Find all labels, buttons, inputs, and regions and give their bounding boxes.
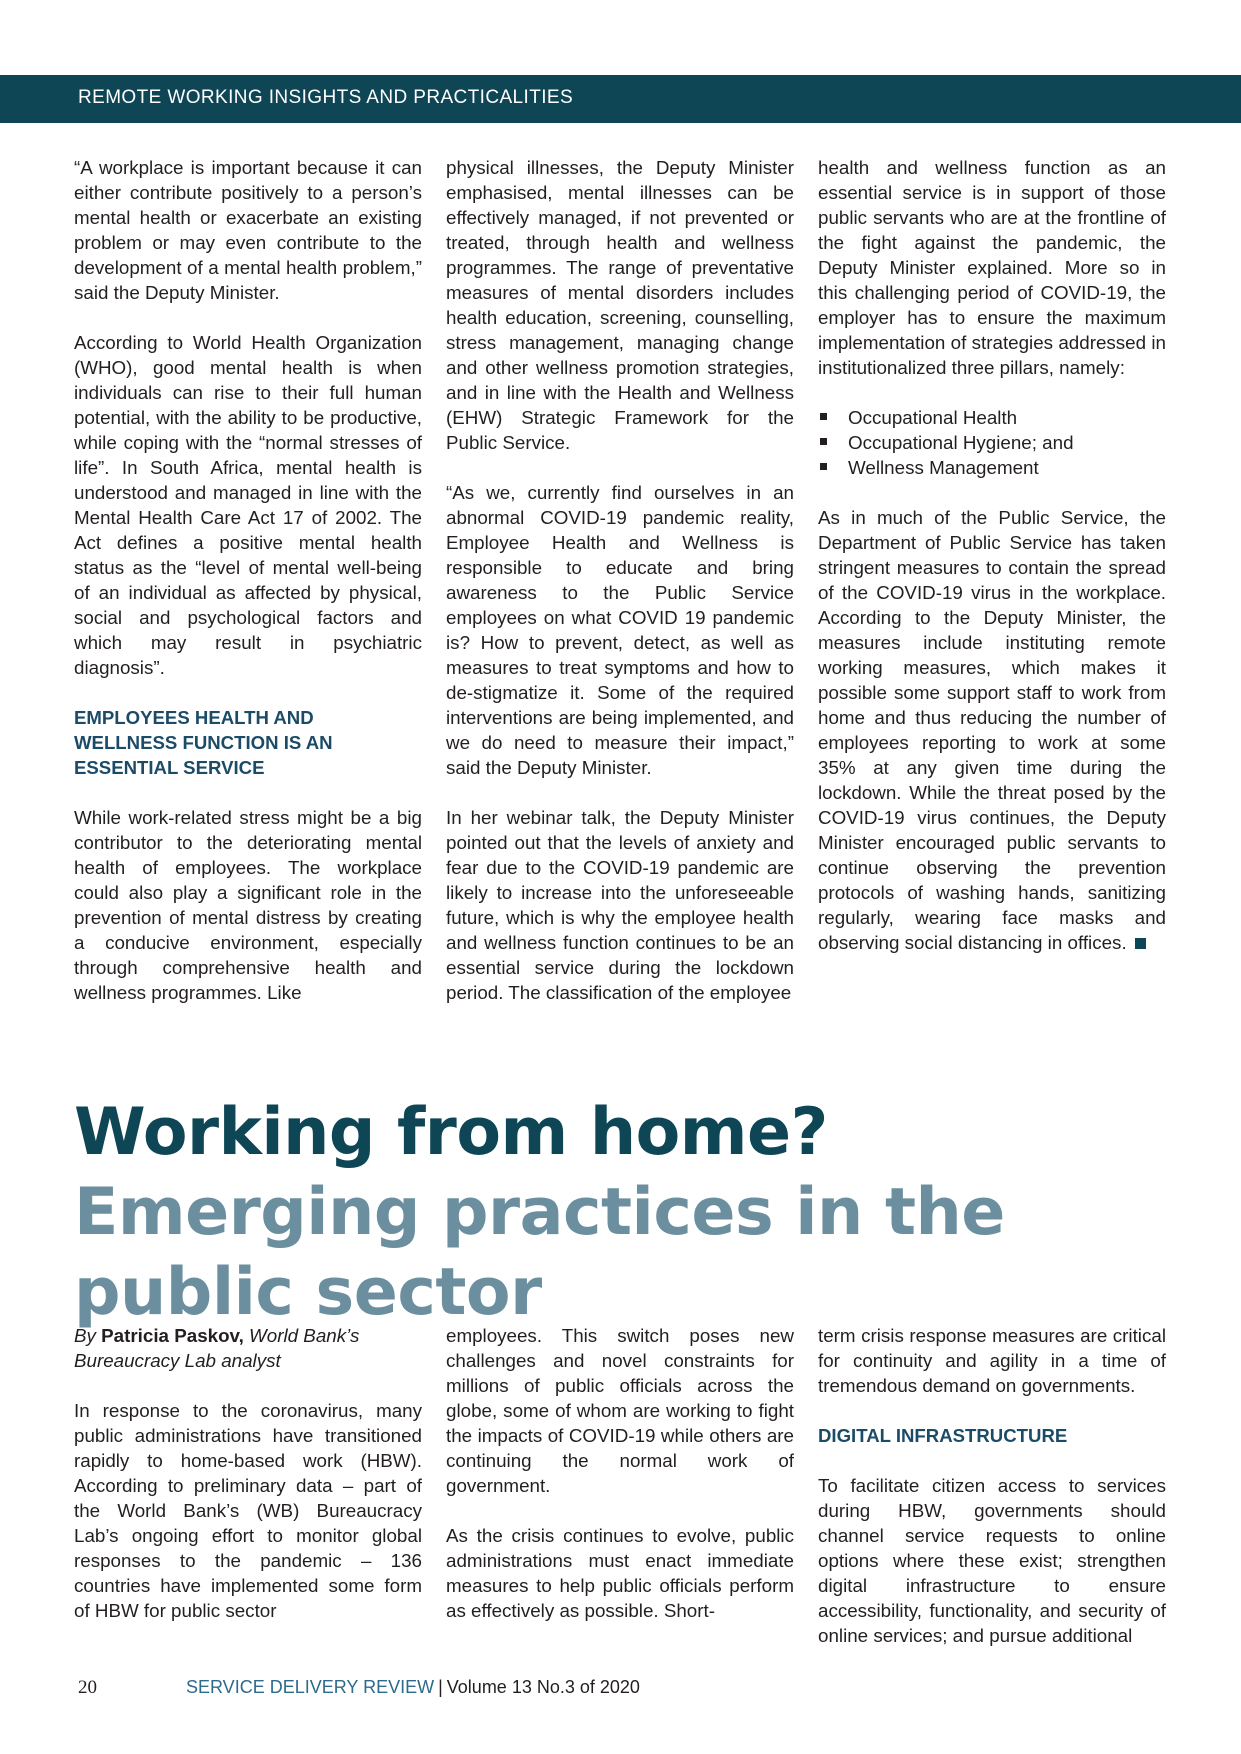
page-number: 20	[78, 1677, 97, 1698]
paragraph: employees. This switch poses new challenges and novel constraints for millions of public officials across the globe, some of whom are working to fight the impacts of COVID-19 while others are continuing the normal work of government.	[446, 1325, 794, 1496]
byline-by: By	[74, 1325, 96, 1346]
headline-dark-part: Working from home?	[74, 1095, 828, 1170]
end-of-article-square-icon	[1135, 938, 1146, 949]
footer-separator: |	[438, 1677, 443, 1697]
list-item-text: Occupational Health	[848, 407, 1018, 428]
issue-info: Volume 13 No.3 of 2020	[446, 1677, 640, 1697]
section-title: REMOTE WORKING INSIGHTS AND PRACTICALITIES	[78, 87, 574, 108]
article2-column-3	[818, 1323, 1166, 1648]
publication-name: SERVICE DELIVERY REVIEW	[186, 1677, 435, 1697]
section-header-bar	[0, 75, 1241, 123]
list-item	[818, 430, 1166, 455]
publication-info	[186, 1677, 640, 1698]
article1-column-1	[74, 155, 422, 1005]
paragraph: “A workplace is important because it can either contribute positively to a person’s mental health or exacerbate an existing problem or may even contribute to the development of a mental health problem,” said the Deputy Minister.	[74, 157, 422, 303]
paragraph: term crisis response measures are critical for continuity and agility in a time of tremendous demand on governments.	[818, 1325, 1166, 1396]
paragraph: health and wellness function as an essential service is in support of those public servants who are at the frontline of the fight against the pandemic, the Deputy Minister explained. More so in this challenging period of COVID-19, the employer has to ensure the maximum implementation of strategies addressed in institutionalized three pillars, namely:	[818, 157, 1166, 378]
paragraph: As the crisis continues to evolve, public administrations must enact immediate measures to help public officials perform as effectively as possible. Short-	[446, 1525, 794, 1621]
subheading: DIGITAL INFRASTRUCTURE	[818, 1425, 1068, 1446]
paragraph: To facilitate citizen access to services during HBW, governments should channel service requests to online options where these exist; strengthen digital infrastructure to ensure accessibility, functionality, and security of online services; and pursue additional	[818, 1475, 1166, 1646]
list-item	[818, 455, 1166, 480]
paragraph: “As we, currently find ourselves in an abnormal COVID-19 pandemic reality, Employee Health and Wellness is responsible to educate and bring awareness to the Public Service employees on what COVID 19 pandemic is? How to prevent, detect, as well as measures to treat symptoms and how to de-stigmatize it. Some of the required interventions are being implemented, and we do need to measure their impact,” said the Deputy Minister.	[446, 482, 794, 778]
bullet-square-icon	[820, 438, 827, 445]
page-footer	[78, 1677, 640, 1699]
paragraph: While work-related stress might be a big contributor to the deteriorating mental health of employees. The workplace could also play a significant role in the prevention of mental distress by creating a conducive environment, especially through comprehensive health and wellness programmes. Like	[74, 807, 422, 1003]
paragraph: In her webinar talk, the Deputy Minister pointed out that the levels of anxiety and fear due to the COVID-19 pandemic are likely to increase into the unforeseeable future, which is why the employee health and wellness function continues to be an essential service during the lockdown period. The classification of the employee	[446, 807, 794, 1003]
paragraph: According to World Health Organization (WHO), good mental health is when individuals can rise to their full human potential, with the ability to be productive, while coping with the “normal stresses of life”. In South Africa, mental health is understood and managed in line with the Mental Health Care Act 17 of 2002. The Act defines a positive mental health status as the “level of mental well-being of an individual as affected by physical, social and psychological factors and which may result in psychiatric diagnosis”.	[74, 332, 422, 678]
list-item	[818, 405, 1166, 430]
paragraph	[818, 505, 1166, 955]
paragraph: physical illnesses, the Deputy Minister emphasised, mental illnesses can be effectively managed, if not prevented or treated, through health and wellness programmes. The range of preventative measures of mental disorders includes health education, screening, counselling, stress management, managing change and other wellness promotion strategies, and in line with the Health and Wellness (EHW) Strategic Framework for the Public Service.	[446, 157, 794, 453]
bullet-square-icon	[820, 413, 827, 420]
article1-column-2	[446, 155, 794, 1005]
article2-column-1	[74, 1323, 422, 1623]
bullet-square-icon	[820, 463, 827, 470]
list-item-text: Wellness Management	[848, 457, 1039, 478]
article1-column-3	[818, 155, 1166, 955]
byline	[74, 1323, 422, 1373]
article2-column-2	[446, 1323, 794, 1623]
paragraph: In response to the coronavirus, many public administrations have transitioned rapidly to home-based work (HBW). According to preliminary data – part of the World Bank’s (WB) Bureaucracy Lab’s ongoing effort to monitor global responses to the pandemic – 136 countries have implemented some form of HBW for public sector	[74, 1400, 422, 1621]
list-item-text: Occupational Hygiene; and	[848, 432, 1074, 453]
paragraph-text: As in much of the Public Service, the Department of Public Service has taken stringent measures to contain the spread of the COVID-19 virus in the workplace. According to the Deputy Minister, the measures include instituting remote working measures, which makes it possible some support staff to work from home and thus reducing the number of employees reporting to work at some 35% at any given time during the lockdown. While the threat posed by the COVID-19 virus continues, the Deputy Minister encouraged public servants to continue observing the prevention protocols of washing hands, sanitizing regularly, wearing face masks and observing social distancing in offices.	[818, 507, 1166, 953]
byline-author: Patricia Paskov,	[101, 1325, 244, 1346]
subheading: EMPLOYEES HEALTH AND WELLNESS FUNCTION IS AN ESSENTIAL SERVICE	[74, 707, 333, 778]
headline-light-part: Emerging practices in the public sector	[74, 1175, 1005, 1330]
byline-role: World Bank’s Bureaucracy Lab analyst	[74, 1325, 360, 1371]
pillar-list	[818, 405, 1166, 480]
article-headline	[74, 1093, 1174, 1333]
